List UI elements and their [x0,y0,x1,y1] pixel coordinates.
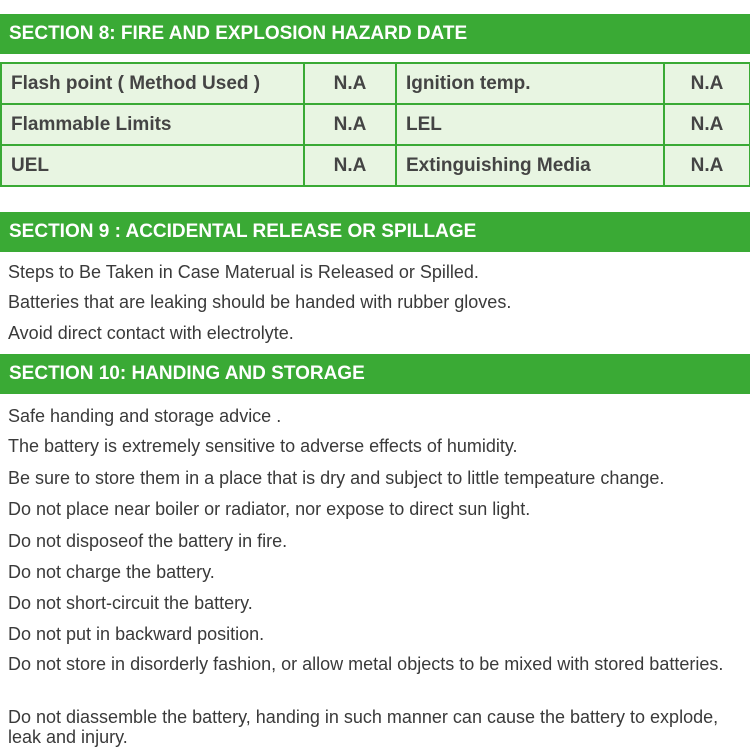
section10-header: SECTION 10: HANDING AND STORAGE [0,354,750,394]
table-row [1,145,750,186]
list-item: Steps to Be Taken in Case Materual is Released or Spilled. [8,262,479,282]
table-row [1,104,750,145]
list-item: Safe handing and storage advice . [8,406,282,426]
list-item: Do not diassemble the battery, handing in such manner can cause the battery to explode, leak and injury. [8,707,719,747]
list-item: Do not charge the battery. [8,562,215,582]
list-item: Avoid direct contact with electrolyte. [8,323,294,343]
fire-hazard-table [0,62,750,187]
uel-value: N.A [304,145,396,186]
table-row [1,63,750,104]
list-item: Do not disposeof the battery in fire. [8,531,288,551]
list-item: Do not put in backward position. [8,624,265,644]
list-item: Do not short-circuit the battery. [8,593,253,613]
section9-header: SECTION 9 : ACCIDENTAL RELEASE OR SPILLAGE [0,212,750,252]
lel-value: N.A [664,104,750,145]
extinguishing-media-label: Extinguishing Media [396,145,664,186]
extinguishing-media-value: N.A [664,145,750,186]
list-item: The battery is extremely sensitive to adverse effects of humidity. [8,436,518,456]
list-item: Do not place near boiler or radiator, nor expose to direct sun light. [8,499,531,519]
flammable-limits-label: Flammable Limits [1,104,304,145]
uel-label: UEL [1,145,304,186]
ignition-temp-label: Ignition temp. [396,63,664,104]
flammable-limits-value: N.A [304,104,396,145]
flash-point-value: N.A [304,63,396,104]
list-item: Be sure to store them in a place that is dry and subject to little tempeature change. [8,468,665,488]
ignition-temp-value: N.A [664,63,750,104]
list-item: Batteries that are leaking should be handed with rubber gloves. [8,292,512,312]
flash-point-label: Flash point ( Method Used ) [1,63,304,104]
list-item: Do not store in disorderly fashion, or allow metal objects to be mixed with stored batteries. [8,654,724,674]
lel-label: LEL [396,104,664,145]
section8-header: SECTION 8: FIRE AND EXPLOSION HAZARD DATE [0,14,750,54]
